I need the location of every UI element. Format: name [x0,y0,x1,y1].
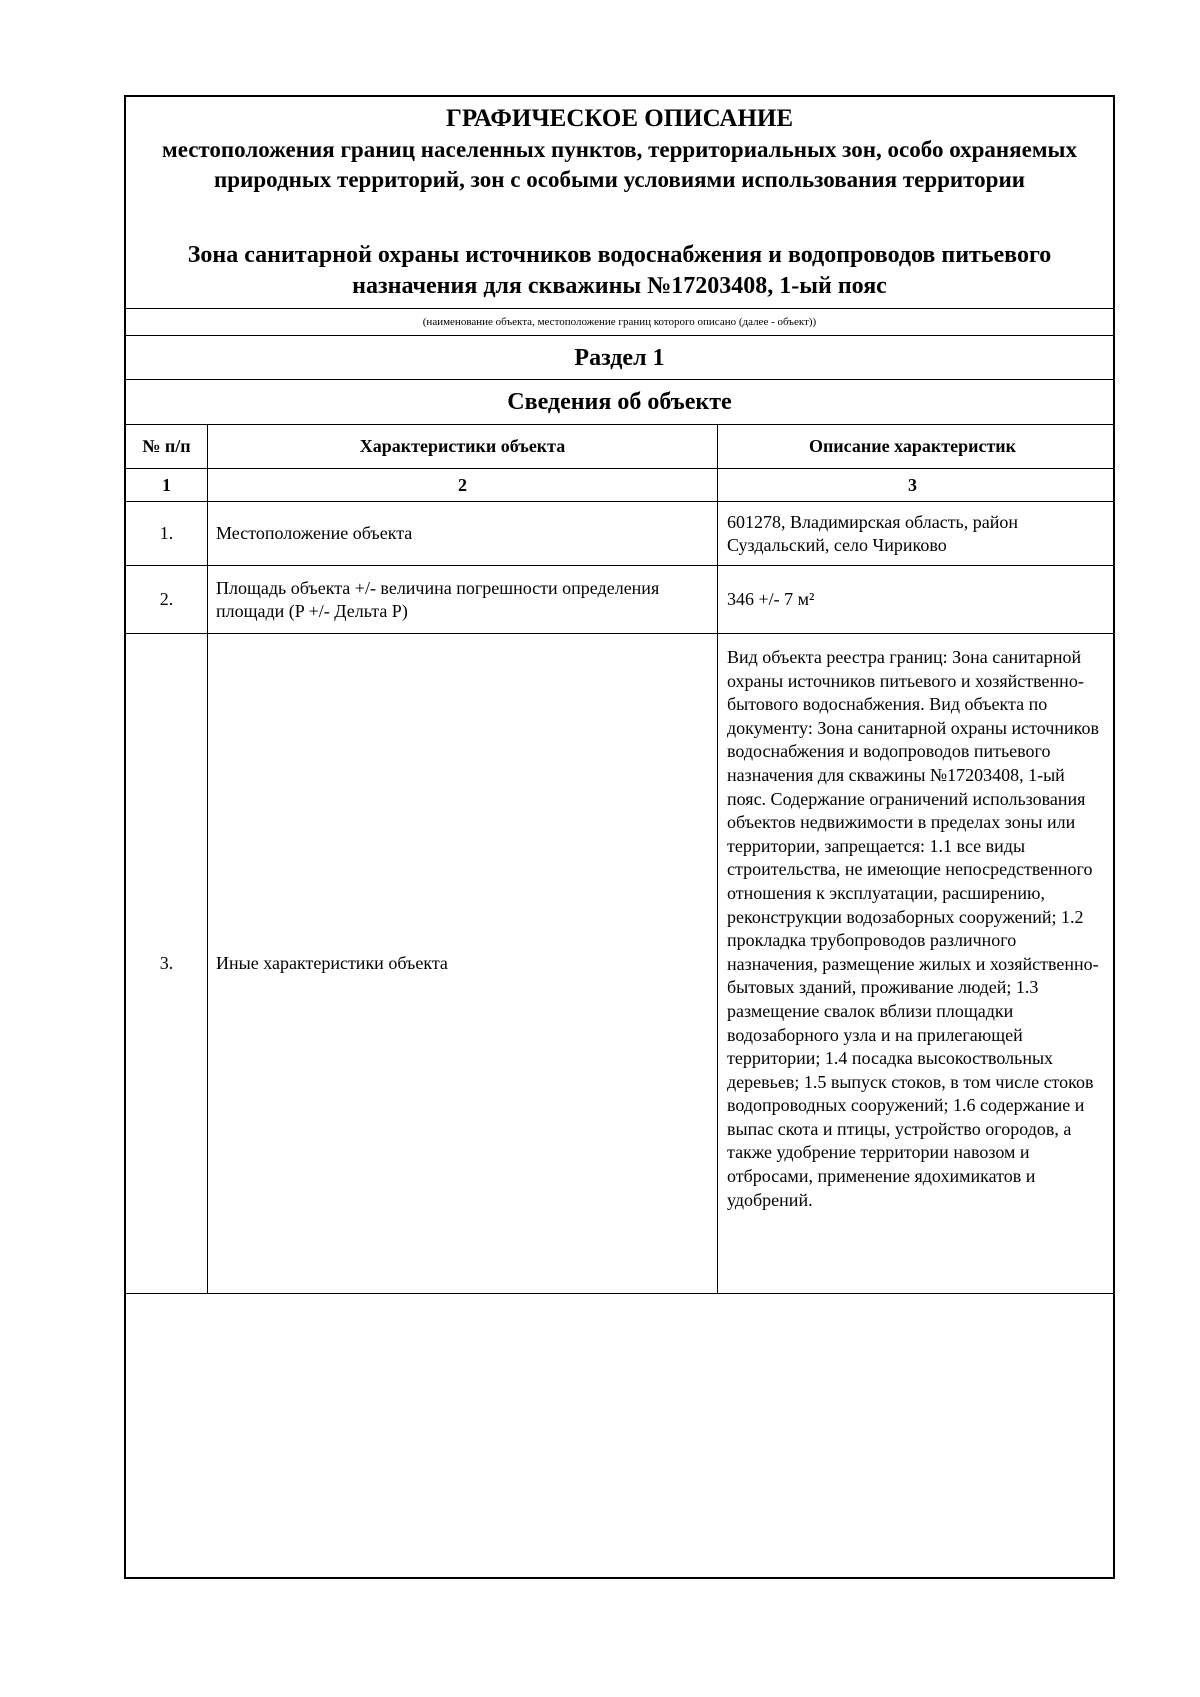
table-column-number-row [126,469,1113,502]
row-number: 3. [126,634,208,1293]
row-description: 601278, Владимирская область, район Суздальский, село Чириково [727,511,1019,555]
column-number-3: 3 [908,474,917,495]
row-description: 346 +/- 7 м² [727,589,815,609]
table-row [126,502,1113,566]
row-characteristic: Площадь объекта +/- величина погрешности определения площади (P +/- Дельта P) [208,566,718,633]
object-name: Зона санитарной охраны источников водоснабжения и водопроводов питьевого назначения для скважины №17203408, 1-ый пояс [187,242,1052,299]
row-description: Вид объекта реестра границ: Зона санитарной охраны источников питьевого и хозяйственно-бытового водоснабжения. Вид объекта по документу: Зона санитарной охраны источников водоснабжения и водопроводов питьевого назначения для скважины №17203408, 1-ый пояс. Содержание ограничений использования объектов недвижимости в пределах зоны или территории, запрещается: 1.1 все виды строительства, не имеющие непосредственного отношения к эксплуатации, расширению, реконструкции водозаборных сооружений; 1.2 прокладка трубопроводов различного назначения, размещение жилых и хозяйственно-бытовых зданий, проживание людей; 1.3 размещение свалок вблизи площадки водозаборного узла и на прилегающей территории; 1.4 посадка высокоствольных деревьев; 1.5 выпуск стоков, в том числе стоков водопроводных сооружений; 1.6 содержание и выпас скота и птицы, устройство огородов, а также удобрение территории навозом и отбросами, применение ядохимикатов и удобрений. [727,647,1099,1210]
header-cell-number: № п/п [126,425,208,468]
document-title: ГРАФИЧЕСКОЕ ОПИСАНИЕ [445,105,794,132]
section-subtitle: Сведения об объекте [126,380,1113,425]
column-number-2: 2 [208,469,718,501]
document-header [126,97,1113,309]
document-frame [124,95,1115,1579]
table-header-row [126,425,1113,469]
column-number-1: 1 [126,469,208,501]
row-characteristic: Иные характеристики объекта [208,634,718,1293]
row-number: 1. [126,502,208,565]
table-row [126,566,1113,634]
header-cell-description: Описание характеристик [808,436,1017,456]
header-cell-characteristics: Характеристики объекта [208,425,718,468]
section-title: Раздел 1 [126,336,1113,380]
table-row [126,634,1113,1294]
object-caption: (наименование объекта, местоположение границ которого описано (далее - объект)) [126,309,1113,336]
row-characteristic: Местоположение объекта [208,502,718,565]
row-number: 2. [126,566,208,633]
document-subtitle: местоположения границ населенных пунктов, территориальных зон, особо охраняемых природных территорий, зон с особыми условиями использования территории [162,137,1077,192]
